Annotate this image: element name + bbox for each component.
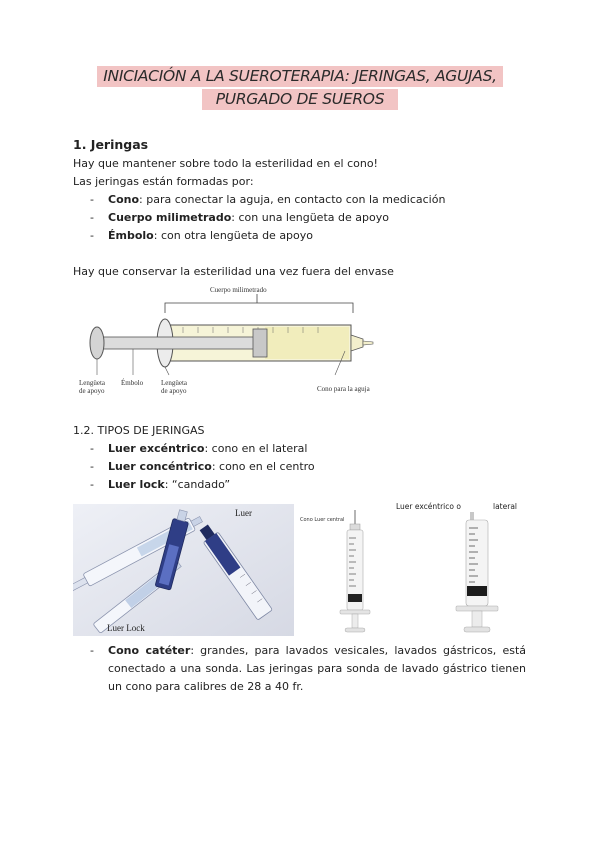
diagram-label-lengueta-2 <box>161 379 187 395</box>
photo-luer-eccentric <box>396 500 531 638</box>
document-title <box>0 66 600 110</box>
section-heading-tipos: 1.2. TIPOS DE JERINGAS <box>73 424 205 437</box>
luer-syringes-drawing <box>73 504 294 636</box>
syringe-diagram <box>73 283 393 403</box>
diagram-label-lengueta-2-b: de apoyo <box>161 387 187 395</box>
diagram-label-cono: Cono para la aguja <box>317 385 370 393</box>
photo-label-excentrico: Luer excéntrico o <box>396 502 461 511</box>
diagram-label-embolo: Émbolo <box>121 379 144 387</box>
eccentric-syringe-drawing <box>396 500 531 638</box>
sterility-note: Hay que conservar la esterilidad una vez fuera del envase <box>73 265 394 278</box>
term-embolo: Émbolo <box>108 229 154 242</box>
photo-label-luer-lock: Luer Lock <box>107 623 145 633</box>
term-cono: Cono <box>108 193 140 206</box>
list-dash: - <box>90 460 94 473</box>
section-heading-jeringas: 1. Jeringas <box>73 137 149 152</box>
list-item-luer-lock <box>90 478 230 492</box>
list-item-cono <box>90 193 445 207</box>
diagram-label-lengueta-1-b: de apoyo <box>79 387 105 395</box>
term-luer-excentrico: Luer excéntrico <box>108 442 205 455</box>
title-line-1: INICIACIÓN A LA SUEROTERAPIA: JERINGAS, AGUJAS, <box>97 66 503 87</box>
diagram-label-cuerpo: Cuerpo milimetrado <box>210 286 267 294</box>
desc-cuerpo: : con una lengüeta de apoyo <box>231 211 389 224</box>
list-item-luer-excentrico <box>90 442 307 456</box>
desc-embolo: : con otra lengüeta de apoyo <box>153 229 314 242</box>
desc-luer-excentrico: : cono en el lateral <box>204 442 308 455</box>
title-line-2: PURGADO DE SUEROS <box>202 89 398 110</box>
list-dash: - <box>90 211 94 224</box>
desc-luer-concentrico: : cono en el centro <box>211 460 315 473</box>
term-cono-cateter: Cono catéter <box>108 644 191 657</box>
list-dash: - <box>90 644 94 657</box>
list-dash: - <box>90 229 94 242</box>
intro-parts: Las jeringas están formadas por: <box>73 175 254 188</box>
desc-cono-cateter: : grandes, para lavados vesicales, lavados gástricos, está conectado a una sonda. Las jeringas para sonda de lavado gástrico tienen un cono para calibres de 28 a 40 fr. <box>108 644 527 693</box>
list-item-embolo <box>90 229 313 243</box>
list-dash: - <box>90 442 94 455</box>
list-dash: - <box>90 478 94 491</box>
list-item-luer-concentrico <box>90 460 315 474</box>
cono-cateter-text <box>108 642 526 696</box>
photo-label-cono-central: Cono Luer central <box>300 517 345 523</box>
list-dash: - <box>90 193 94 206</box>
term-luer-lock: Luer lock <box>108 478 165 491</box>
intro-sterility: Hay que mantener sobre todo la esterilidad en el cono! <box>73 157 378 170</box>
photo-label-luer: Luer <box>235 508 252 518</box>
diagram-label-lengueta-1-a: Lengüeta <box>79 379 106 387</box>
term-cuerpo: Cuerpo milimetrado <box>108 211 232 224</box>
desc-cono: : para conectar la aguja, en contacto con la medicación <box>139 193 446 206</box>
concentric-syringe-drawing <box>298 508 398 636</box>
diagram-label-lengueta-1 <box>79 379 105 395</box>
list-item-cono-cateter <box>90 642 526 696</box>
diagram-label-lengueta-2-a: Lengüeta <box>161 379 188 387</box>
photo-luer-syringes <box>73 504 294 636</box>
term-luer-concentrico: Luer concéntrico <box>108 460 212 473</box>
list-item-cuerpo <box>90 211 389 225</box>
photo-label-lateral: lateral <box>493 502 517 511</box>
photo-luer-concentric <box>298 508 398 636</box>
desc-luer-lock: : “candado” <box>164 478 231 491</box>
